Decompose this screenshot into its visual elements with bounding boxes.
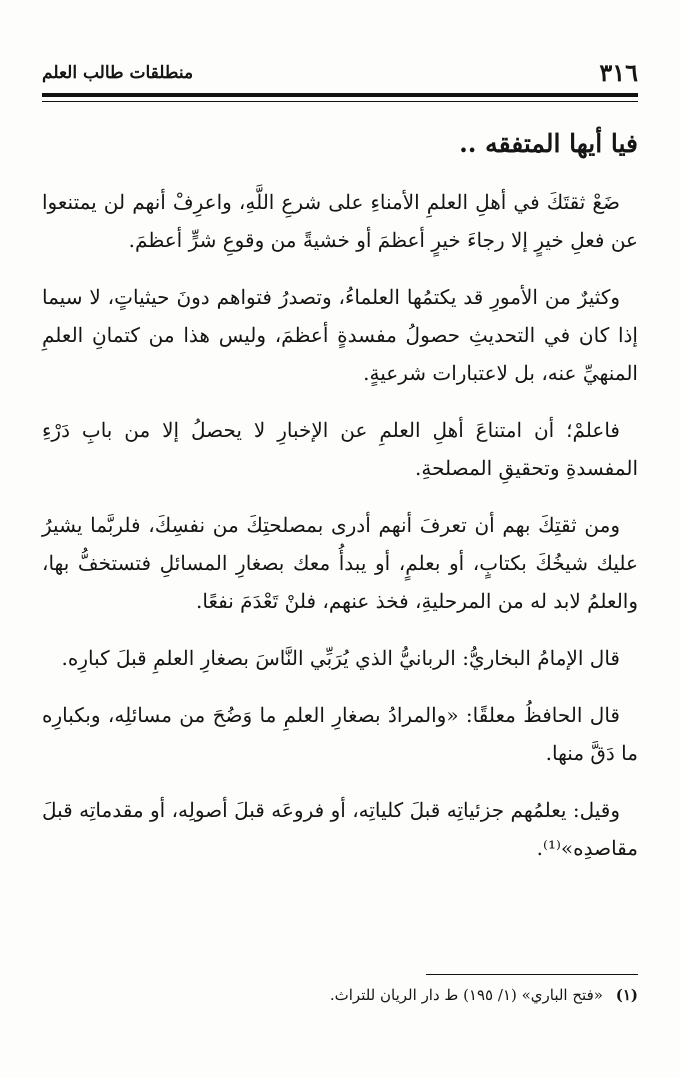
footnote (42, 982, 638, 1008)
paragraph: وكثيرٌ من الأمورِ قد يكتمُها العلماءُ، وتصدرُ فتواهم دونَ حيثياتٍ، لا سيما إذا كان في التحديثِ حصولُ مفسدةٍ أعظمَ، وليس هذا من كتمانِ العلمِ المنهيِّ عنه، بل لاعتبارات شرعيةٍ. (42, 285, 638, 385)
paragraph: ومن ثقتِكَ بهم أن تعرفَ أنهم أدرى بمصلحتِكَ من نفسِكَ، فلربَّما يشيرُ عليك شيخُكَ بكتابٍ، أو بعلمٍ، أو يبدأُ معك بصغارِ المسائلِ فتستخفُّ بها، والعلمُ لابد له من المرحليةِ، فخذ عنهم، فلنْ تَعْدَمَ نفعًا. (42, 513, 638, 613)
section-title: فيا أيها المتفقه .. (459, 129, 638, 158)
paragraph: قال الإمامُ البخاريُّ: الربانيُّ الذي يُرَبِّي النَّاسَ بصغارِ العلمِ قبلَ كبارِه. (61, 646, 620, 670)
header-rule-thick (42, 93, 638, 97)
header-rule-thin (42, 101, 638, 102)
paragraph: ضَعْ ثقتَكَ في أهلِ العلمِ الأمناءِ على شرعِ اللَّهِ، واعرِفْ أنهم لن يمتنعوا عن فعلِ خيرٍ إلا رجاءَ خيرٍ أعظمَ أو خشيةً من وقوعِ شرٍّ أعظمَ. (42, 190, 638, 252)
footnote-rule (426, 974, 638, 975)
footnote-text: «فتح الباري» (١/ ١٩٥) ط دار الريان للتراث. (329, 986, 603, 1004)
paragraph: قال الحافظُ معلقًا: «والمرادُ بصغارِ العلمِ ما وَضُحَ من مسائلِه، وبكبارِه ما دَقَّ منها. (42, 703, 638, 765)
paragraph: فاعلمْ؛ أن امتناعَ أهلِ العلمِ عن الإخبارِ لا يحصلُ إلا من بابِ دَرْءِ المفسدةِ وتحقيقِ المصلحةِ. (42, 418, 638, 480)
page-number: ٣١٦ (599, 58, 638, 87)
running-title: منطلقات طالب العلم (42, 63, 194, 83)
page-header (42, 58, 638, 88)
footnote-number: (١) (615, 986, 638, 1004)
paragraph: وقيل: يعلمُهم جزئياتِه قبلَ كلياتِه، أو فروعَه قبلَ أصولِه، أو مقدماتِه قبلَ مقاصدِه»⁽¹⁾. (42, 798, 638, 860)
body-text (42, 183, 638, 886)
